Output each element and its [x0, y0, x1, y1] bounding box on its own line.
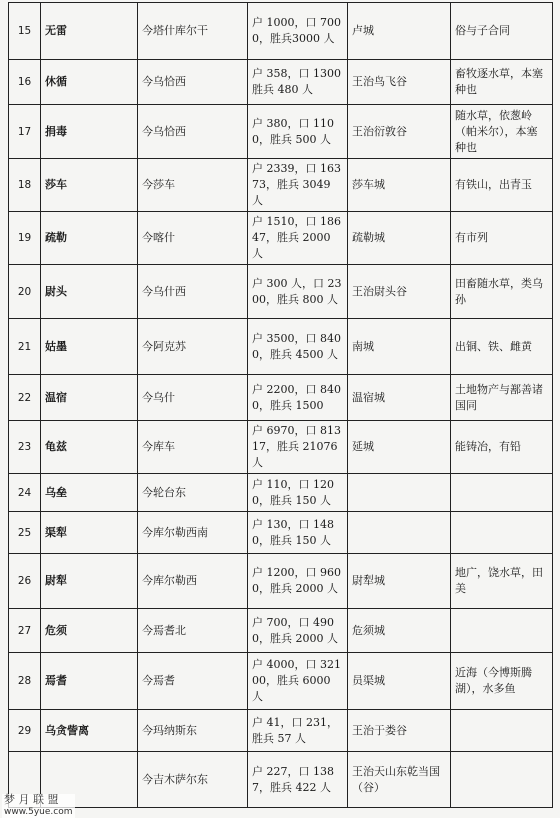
note-cell [451, 474, 553, 512]
state-name-cell: 焉耆 [41, 653, 138, 710]
population-cell: 户 1000，口 7000，胜兵3000 人 [248, 3, 348, 60]
state-name-cell: 乌贪訾离 [41, 710, 138, 752]
modern-location-cell: 今轮台东 [138, 474, 248, 512]
note-cell: 畜牧逐水草，本塞种也 [451, 60, 553, 105]
row-number-cell: 26 [9, 554, 41, 609]
row-number-cell: 21 [9, 319, 41, 375]
table-row [9, 474, 553, 512]
note-cell [451, 609, 553, 653]
capital-cell: 王治鸟飞谷 [348, 60, 451, 105]
note-cell [451, 752, 553, 808]
note-cell: 有铁山，出青玉 [451, 159, 553, 212]
table-row [9, 105, 553, 159]
capital-cell: 卢城 [348, 3, 451, 60]
row-number-cell: 28 [9, 653, 41, 710]
state-name-cell: 姑墨 [41, 319, 138, 375]
capital-cell [348, 474, 451, 512]
capital-cell: 疏勒城 [348, 212, 451, 265]
modern-location-cell: 今喀什 [138, 212, 248, 265]
modern-location-cell: 今库尔勒西 [138, 554, 248, 609]
population-cell: 户 300 人，口 2300，胜兵 800 人 [248, 265, 348, 319]
population-cell: 户 41，口 231，胜兵 57 人 [248, 710, 348, 752]
table-row [9, 421, 553, 474]
modern-location-cell: 今吉木萨尔东 [138, 752, 248, 808]
row-number-cell: 19 [9, 212, 41, 265]
population-cell: 户 380，口 1100，胜兵 500 人 [248, 105, 348, 159]
population-cell: 户 227，口 1387，胜兵 422 人 [248, 752, 348, 808]
state-name-cell: 无雷 [41, 3, 138, 60]
table-row [9, 159, 553, 212]
state-name-cell: 危须 [41, 609, 138, 653]
population-cell: 户 4000，口 32100，胜兵 6000 人 [248, 653, 348, 710]
modern-location-cell: 今乌什 [138, 375, 248, 421]
table-row [9, 752, 553, 808]
population-cell: 户 6970，口 81317，胜兵 21076 人 [248, 421, 348, 474]
modern-location-cell: 今阿克苏 [138, 319, 248, 375]
table-row [9, 212, 553, 265]
capital-cell [348, 512, 451, 554]
table-row [9, 60, 553, 105]
row-number-cell: 27 [9, 609, 41, 653]
table-row [9, 375, 553, 421]
modern-location-cell: 今库尔勒西南 [138, 512, 248, 554]
table-row [9, 554, 553, 609]
modern-location-cell: 今焉耆北 [138, 609, 248, 653]
state-name-cell: 莎车 [41, 159, 138, 212]
note-cell: 能铸冶，有铅 [451, 421, 553, 474]
population-cell: 户 130，口 1480，胜兵 150 人 [248, 512, 348, 554]
capital-cell: 尉犁城 [348, 554, 451, 609]
watermark-text: 梦 月 联 盟 [4, 793, 59, 806]
population-cell: 户 2339，口 16373，胜兵 3049 人 [248, 159, 348, 212]
note-cell: 近海（今博斯腾湖），水多鱼 [451, 653, 553, 710]
modern-location-cell: 今莎车 [138, 159, 248, 212]
capital-cell: 南城 [348, 319, 451, 375]
note-cell: 俗与子合同 [451, 3, 553, 60]
note-cell: 田畜随水草，类乌孙 [451, 265, 553, 319]
modern-location-cell: 今乌恰西 [138, 60, 248, 105]
note-cell: 土地物产与鄯善诸国同 [451, 375, 553, 421]
note-cell: 出铜、铁、雌黄 [451, 319, 553, 375]
row-number-cell: 17 [9, 105, 41, 159]
capital-cell: 员渠城 [348, 653, 451, 710]
records-table [8, 2, 553, 808]
population-cell: 户 2200，口 8400，胜兵 1500 [248, 375, 348, 421]
capital-cell: 温宿城 [348, 375, 451, 421]
row-number-cell: 23 [9, 421, 41, 474]
row-number-cell: 24 [9, 474, 41, 512]
state-name-cell: 疏勒 [41, 212, 138, 265]
table-body [9, 3, 553, 808]
table-row [9, 653, 553, 710]
state-name-cell: 乌垒 [41, 474, 138, 512]
capital-cell: 王治于娄谷 [348, 710, 451, 752]
population-cell: 户 110，口 1200，胜兵 150 人 [248, 474, 348, 512]
table-row [9, 512, 553, 554]
modern-location-cell: 今玛纳斯东 [138, 710, 248, 752]
watermark [2, 794, 75, 818]
capital-cell: 莎车城 [348, 159, 451, 212]
state-name-cell: 渠犁 [41, 512, 138, 554]
state-name-cell: 尉头 [41, 265, 138, 319]
note-cell [451, 710, 553, 752]
row-number-cell: 18 [9, 159, 41, 212]
population-cell: 户 1200，口 9600，胜兵 2000 人 [248, 554, 348, 609]
capital-cell: 王治天山东乾当国（谷） [348, 752, 451, 808]
table-row [9, 609, 553, 653]
modern-location-cell: 今焉耆 [138, 653, 248, 710]
state-name-cell: 捐毒 [41, 105, 138, 159]
row-number-cell: 29 [9, 710, 41, 752]
capital-cell: 王治尉头谷 [348, 265, 451, 319]
capital-cell: 王治衍敦谷 [348, 105, 451, 159]
note-cell: 地广，饶水草，田美 [451, 554, 553, 609]
row-number-cell: 16 [9, 60, 41, 105]
modern-location-cell: 今乌恰西 [138, 105, 248, 159]
population-cell: 户 700，口 4900，胜兵 2000 人 [248, 609, 348, 653]
note-cell: 随水草，依葱岭（帕米尔），本塞种也 [451, 105, 553, 159]
state-name-cell: 休循 [41, 60, 138, 105]
note-cell: 有市列 [451, 212, 553, 265]
table-row [9, 710, 553, 752]
modern-location-cell: 今乌什西 [138, 265, 248, 319]
population-cell: 户 3500，口 8400，胜兵 4500 人 [248, 319, 348, 375]
row-number-cell: 25 [9, 512, 41, 554]
capital-cell: 延城 [348, 421, 451, 474]
state-name-cell: 尉犁 [41, 554, 138, 609]
capital-cell: 危须城 [348, 609, 451, 653]
row-number-cell: 15 [9, 3, 41, 60]
state-name-cell: 龟兹 [41, 421, 138, 474]
table-row [9, 3, 553, 60]
watermark-url: www.5yue.com [4, 807, 73, 817]
row-number-cell: 20 [9, 265, 41, 319]
population-cell: 户 358，口 1300 胜兵 480 人 [248, 60, 348, 105]
modern-location-cell: 今库车 [138, 421, 248, 474]
table-row [9, 319, 553, 375]
population-cell: 户 1510，口 18647，胜兵 2000 人 [248, 212, 348, 265]
state-name-cell: 温宿 [41, 375, 138, 421]
note-cell [451, 512, 553, 554]
modern-location-cell: 今塔什库尔干 [138, 3, 248, 60]
table-row [9, 265, 553, 319]
row-number-cell: 22 [9, 375, 41, 421]
